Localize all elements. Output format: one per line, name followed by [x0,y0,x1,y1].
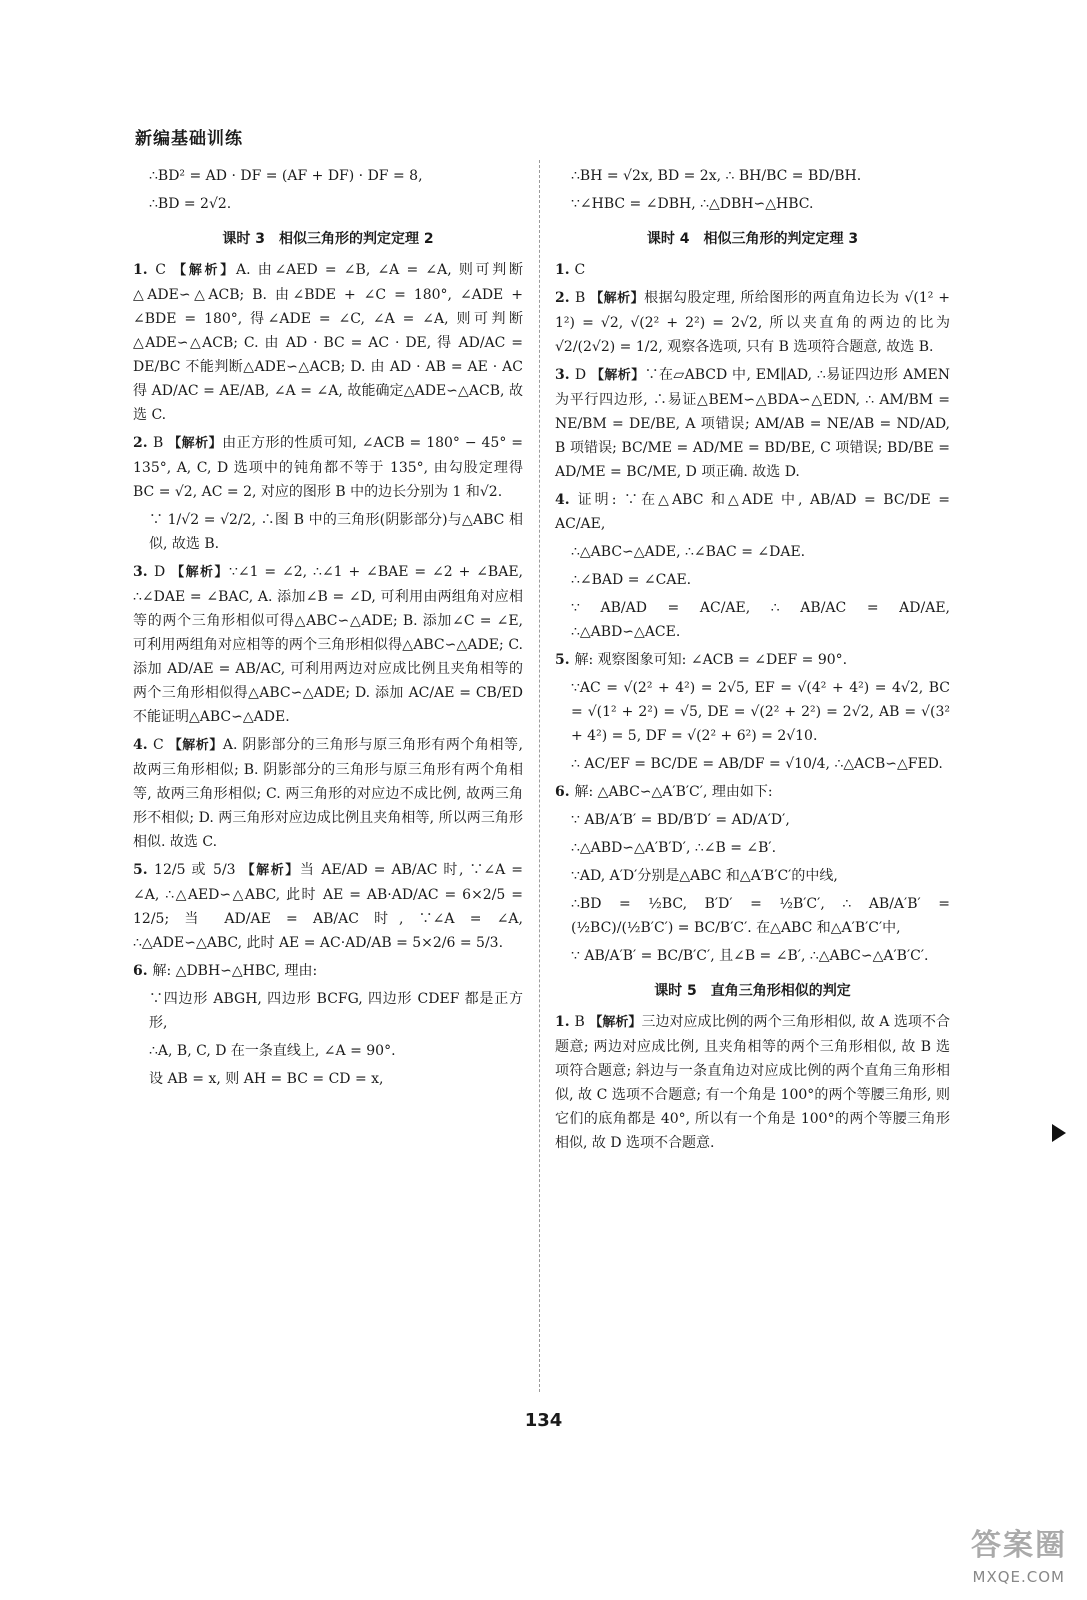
answer-item [555,488,950,536]
answer-value: 解: [574,784,594,800]
question-number: 4. [555,492,578,508]
answer-item [555,648,950,672]
page-number: 134 [524,1410,563,1431]
solution-line: ∴BD² = AD · DF = (AF + DF) · DF = 8, [149,168,423,184]
answer-item [555,258,950,282]
question-number: 5. [555,652,575,668]
question-number: 4. [133,737,154,753]
right-column [555,164,950,1159]
question-number: 6. [555,784,575,800]
solution-line: ∴A, B, C, D 在一条直线上, ∠A = 90°. [149,1043,396,1059]
answer-value: C [574,262,586,278]
answer-value: C [153,737,164,753]
question-number: 2. [555,290,575,306]
analysis-tag: 【解析】 [241,863,300,878]
answer-text: △DBH∽△HBC, 理由: [175,963,318,979]
solution-line: ∵ 1/√2 = √2/2, ∴图 B 中的三角形(阴影部分)与△ABC 相似, 故选 B. [149,512,523,552]
answer-value: 解: [574,652,594,668]
answer-text: ∵在△ABC 和△ADE 中, AB/AD = BC/DE = AC/AE, [555,492,950,532]
column-divider [539,160,540,1392]
analysis-tag: 【解析】 [591,368,645,383]
answer-text: A. 阴影部分的三角形与原三角形有两个角相等, 故两三角形相似; B. 阴影部分的三角形与原三角形有两个角相等, 故两三角形相似; C. 两三角形的对应边不成比例, 故两三角形不相似; D. 两三角形对应边成比例且夹角相等, 所以两三角形相似. 故选 C. [133,737,523,850]
answer-text: 由正方形的性质可知, ∠ACB = 180° − 45° = 135°, A, C, D 选项中的钝角都不等于 135°, 由勾股定理得 BC = √2, AC = 2, 对应的图形 B 中的边长分别为 1 和√2. [133,435,523,500]
solution-line: ∵ AB/A′B′ = BC/B′C′, 且∠B = ∠B′, ∴△ABC∽△A′B′C′. [571,948,929,964]
watermark-url: MXQE.COM [972,1568,1065,1586]
solution-line: ∵AD, A′D′分别是△ABC 和△A′B′C′的中线, [571,868,838,884]
section-title: 课时 3 相似三角形的判定定理 2 [222,231,434,247]
answer-item [133,258,523,427]
answer-item [555,363,950,484]
analysis-tag: 【解析】 [168,738,223,753]
question-number: 3. [133,564,154,580]
solution-line: ∴△ABD∽△A′B′D′, ∴∠B = ∠B′. [571,840,777,856]
question-number: 1. [133,262,156,278]
solution-line: ∴BH = √2x, BD = 2x, ∴ BH/BC = BD/BH. [571,168,862,184]
answer-text: 观察图象可知: ∠ACB = ∠DEF = 90°. [597,652,848,668]
solution-line: ∵ AB/A′B′ = BD/B′D′ = AD/A′D′, [571,812,790,828]
section-title: 课时 5 直角三角形相似的判定 [654,983,851,999]
answer-item [555,286,950,359]
solution-line: ∵四边形 ABGH, 四边形 BCFG, 四边形 CDEF 都是正方形, [149,991,523,1031]
answer-text: 三边对应成比例的两个三角形相似, 故 A 选项不合题意; 两边对应成比例, 且夹角相等的两个三角形相似, 故 B 选项符合题意; 斜边与一条直角边对应成比例的两个直角三角形相似, 故 C 选项不合题意; 有一个角是 100°的两个等腰三角形, 则它们的底角都是 40°, 所以有一个角是 100°的两个等腰三角形相似, 故 D 选项不合题意. [555,1014,950,1151]
watermark-logo: 答案圈 [971,1528,1067,1563]
answer-text: ∵在▱ABCD 中, EM∥AD, ∴易证四边形 AMEN 为平行四边形, ∴易证△BEM∽△BDA∽△EDN, ∴ AM/BM = NE/BM = DE/BE, A 项错误; AM/AB = NE/AB = ND/AD, B 项错误; BC/ME = AD/ME = BD/BE, C 项错误; BD/BE = AD/ME = BC/ME, D 项正确. 故选 D. [555,367,950,480]
book-header: 新编基础训练 [135,129,243,149]
answer-value: D [153,564,166,580]
answer-item [133,560,523,729]
left-column [133,164,523,1095]
next-page-arrow-icon[interactable] [1052,1124,1066,1142]
answer-item [133,858,523,955]
answer-item [133,431,523,504]
question-number: 5. [133,862,155,878]
solution-line: ∴ AC/EF = BC/DE = AB/DF = √10/4, ∴△ACB∽△FED. [571,756,943,772]
answer-text: A. 由∠AED = ∠B, ∠A = ∠A, 则可判断△ADE∽△ACB; B. 由∠BDE + ∠C = 180°, ∠ADE + ∠BDE = 180°, 得∠ADE = ∠C, ∠A = ∠A, 则可判断△ADE∽△ACB; C. 由 AD · BC = AC · DE, 得 AD/AC = DE/BC 不能判断△ADE∽△ACB; D. 由 AD · AB = AE · AC 得 AD/AC = AE/AB, ∠A = ∠A, 故能确定△ADE∽△ACB, 故选 C. [133,262,523,423]
solution-line: ∴△ABC∽△ADE, ∴∠BAC = ∠DAE. [571,544,806,560]
answer-text: △ABC∽△A′B′C′, 理由如下: [597,784,773,800]
question-number: 3. [555,367,575,383]
solution-line: ∴BD = ½BC, B′D′ = ½B′C′, ∴ AB/A′B′ = (½BC)/(½B′C′) = BC/B′C′. 在△ABC 和△A′B′C′中, [571,896,950,936]
answer-value: B [574,290,586,306]
answer-value: 证明: [577,492,617,508]
analysis-tag: 【解析】 [168,436,223,451]
solution-line: ∵AC = √(2² + 4²) = 2√5, EF = √(4² + 4²) = 4√2, BC = √(1² + 2²) = √5, DE = √(2² + 2²) = 2√2, AB = √(3² + 4²) = 5, DF = √(2² + 6²) = 2√10. [571,680,950,744]
section-title: 课时 4 相似三角形的判定定理 3 [646,231,859,247]
answer-value: B [152,435,164,451]
answer-item [555,780,950,804]
answer-value: C [155,262,166,278]
answer-text: 当 AE/AD = AB/AC 时, ∵∠A = ∠A, ∴△AED∽△ABC, 此时 AE = AB·AD/AC = 6×2/5 = 12/5; 当 AD/AE = AB/AC 时, ∵∠A = ∠A, ∴△ADE∽△ABC, 此时 AE = AC·AD/AB = 5×2/6 = 5/3. [133,862,523,951]
answer-text: ∵∠1 = ∠2, ∴∠1 + ∠BAE = ∠2 + ∠BAE, ∴∠DAE = ∠BAC, A. 添加∠B = ∠D, 可利用由两组角对应相等的两个三角形相似可得△ABC∽△ADE; B. 添加∠C = ∠E, 可利用两组角对应相等的两个三角形相似得△ABC∽△ADE; C. 添加 AD/AE = AB/AC, 可利用两边对应成比例且夹角相等的两个三角形相似得△ABC∽△ADE; D. 添加 AC/AE = CB/ED 不能证明△ABC∽△ADE. [133,564,524,725]
question-number: 2. [133,435,153,451]
solution-line: ∵ AB/AD = AC/AE, ∴ AB/AC = AD/AE, ∴△ABD∽△ACE. [571,600,950,640]
analysis-tag: 【解析】 [173,263,236,278]
answer-item [133,959,523,983]
analysis-tag: 【解析】 [589,1015,642,1030]
answer-item [133,733,523,854]
answer-value: D [574,367,587,383]
analysis-tag: 【解析】 [590,291,645,306]
solution-line: 设 AB = x, 则 AH = BC = CD = x, [149,1071,384,1087]
solution-line: ∵∠HBC = ∠DBH, ∴△DBH∽△HBC. [571,196,814,212]
answer-value: B [574,1014,585,1030]
solution-line: ∴∠BAD = ∠CAE. [571,572,692,588]
answer-value: 解: [152,963,172,979]
answer-value: 12/5 或 5/3 [154,862,236,878]
question-number: 1. [555,262,575,278]
answer-text: 根据勾股定理, 所给图形的两直角边长为 √(1² + 1²) = √2, √(2² + 2²) = 2√2, 所以夹直角的两边的比为 √2/(2√2) = 1/2, 观察各选项, 只有 B 选项符合题意, 故选 B. [555,290,951,355]
question-number: 6. [133,963,153,979]
analysis-tag: 【解析】 [171,565,229,580]
question-number: 1. [555,1014,575,1030]
answer-item [555,1010,950,1155]
solution-line: ∴BD = 2√2. [149,196,232,212]
